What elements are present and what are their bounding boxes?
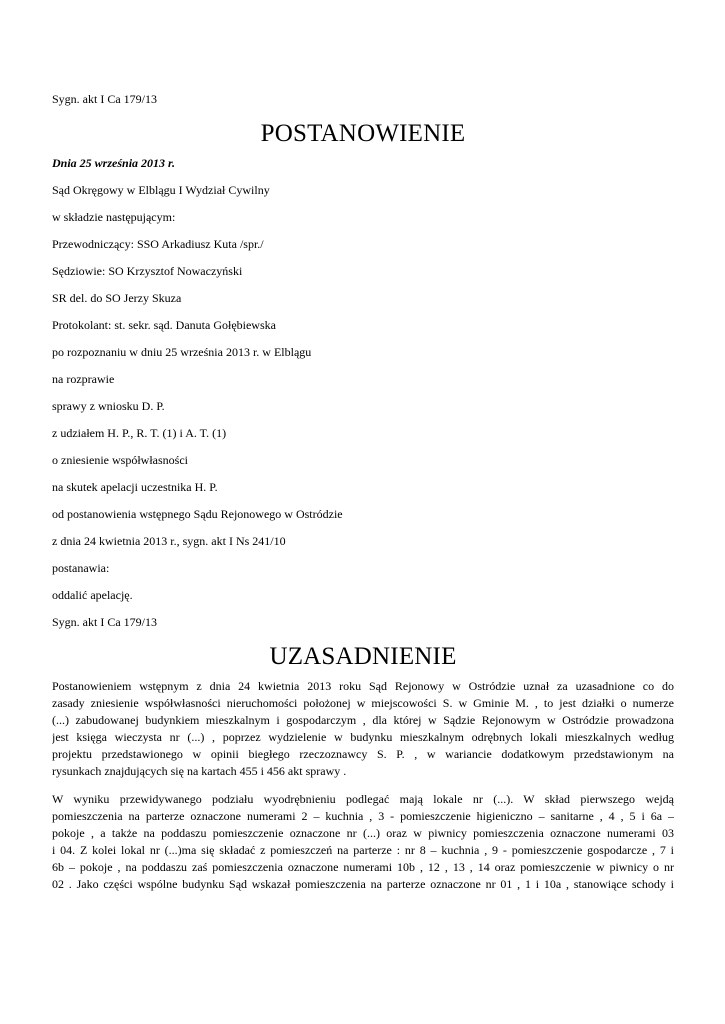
appealed-decision-date: z dnia 24 kwietnia 2013 r., sygn. akt I Ns 241/10 xyxy=(52,534,286,548)
case-applicant: sprawy z wniosku D. P. xyxy=(52,399,165,413)
paragraph-line: i 04. Z kolei lokal nr (...)ma się składać z pomieszczeń na parterze : nr 8 – kuchnia , 9 - pomieszczenie gospodarcze , 7 i xyxy=(52,843,674,857)
hearing-type: na rozprawie xyxy=(52,372,115,386)
hearing-date-place: po rozpoznaniu w dniu 25 września 2013 r. w Elblągu xyxy=(52,345,312,359)
paragraph-line: 6b – pokoje , na poddaszu zaś pomieszczenia oznaczone numerami 10b , 12 , 13 , 14 oraz pomieszczenie w piwnicy o nr xyxy=(52,860,674,874)
court-clerk: Protokolant: st. sekr. sąd. Danuta Gołębiewska xyxy=(52,318,276,332)
case-subject: o zniesienie współwłasności xyxy=(52,453,188,467)
paragraph-line: projektu przedstawionego w opinii biegłego rzeczoznawcy S. P. , w wariancie dodatkowym przedstawionym na xyxy=(52,747,674,761)
paragraph-line: pomieszczenia na parterze oznaczone numerami 2 – kuchnia , 3 - pomieszczenie higieniczno – sanitarne , 4 , 5 i 6a – xyxy=(52,809,674,823)
paragraph-line: jest księga wieczysta nr (...) , poprzez wydzielenie w budynku mieszkalnym odrębnych lokali mieszkalnych według xyxy=(52,730,674,744)
presiding-judge: Przewodniczący: SSO Arkadiusz Kuta /spr./ xyxy=(52,237,264,251)
paragraph-line: zasady zniesienie współwłasności nieruchomości położonej w miejscowości S. w Gminie M. , to jest działki o numerze xyxy=(52,696,674,710)
case-reference-justification: Sygn. akt I Ca 179/13 xyxy=(52,615,157,629)
paragraph-line: (...) zabudowanej budynkiem mieszkalnym i gospodarczym , dla której w Sądzie Rejonowym w Ostródzie prowadzona xyxy=(52,713,674,727)
ruling-outcome: oddalić apelację. xyxy=(52,588,133,602)
justification-title: UZASADNIENIE xyxy=(269,643,457,670)
judge-1: Sędziowie: SO Krzysztof Nowaczyński xyxy=(52,264,243,278)
panel-composition-label: w składzie następującym: xyxy=(52,210,176,224)
appeal-source: na skutek apelacji uczestnika H. P. xyxy=(52,480,218,494)
document-title: POSTANOWIENIE xyxy=(260,120,466,147)
case-participants: z udziałem H. P., R. T. (1) i A. T. (1) xyxy=(52,426,227,440)
court-name: Sąd Okręgowy w Elblągu I Wydział Cywilny xyxy=(52,183,270,197)
document-page xyxy=(52,92,674,904)
paragraph-line: 02 . Jako części wspólne budynku Sąd wskazał pomieszczenia na parterze oznaczone nr 01 , 1 i 10a , stanowiące schody i xyxy=(52,877,674,891)
justification-paragraph-1 xyxy=(52,678,674,780)
judge-2: SR del. do SO Jerzy Skuza xyxy=(52,291,182,305)
paragraph-line: Postanowieniem wstępnym z dnia 24 kwietnia 2013 roku Sąd Rejonowy w Ostródzie uznał za uzasadnione co do xyxy=(52,679,674,693)
case-reference-top: Sygn. akt I Ca 179/13 xyxy=(52,92,157,106)
ruling-date: Dnia 25 września 2013 r. xyxy=(52,156,176,170)
decides-label: postanawia: xyxy=(52,561,110,575)
paragraph-line: W wyniku przewidywanego podziału wyodrębnieniu podlegać mają lokale nr (...). W skład pierwszego wejdą xyxy=(52,792,674,806)
paragraph-line: pokoje , a także na poddaszu pomieszczenie oznaczone nr (...) oraz w piwnicy pomieszczenia oznaczone numerami 03 xyxy=(52,826,674,840)
paragraph-line: rysunkach znajdujących się na kartach 455 i 456 akt sprawy . xyxy=(52,764,347,778)
appealed-decision: od postanowienia wstępnego Sądu Rejonowego w Ostródzie xyxy=(52,507,343,521)
justification-paragraph-2 xyxy=(52,791,674,893)
